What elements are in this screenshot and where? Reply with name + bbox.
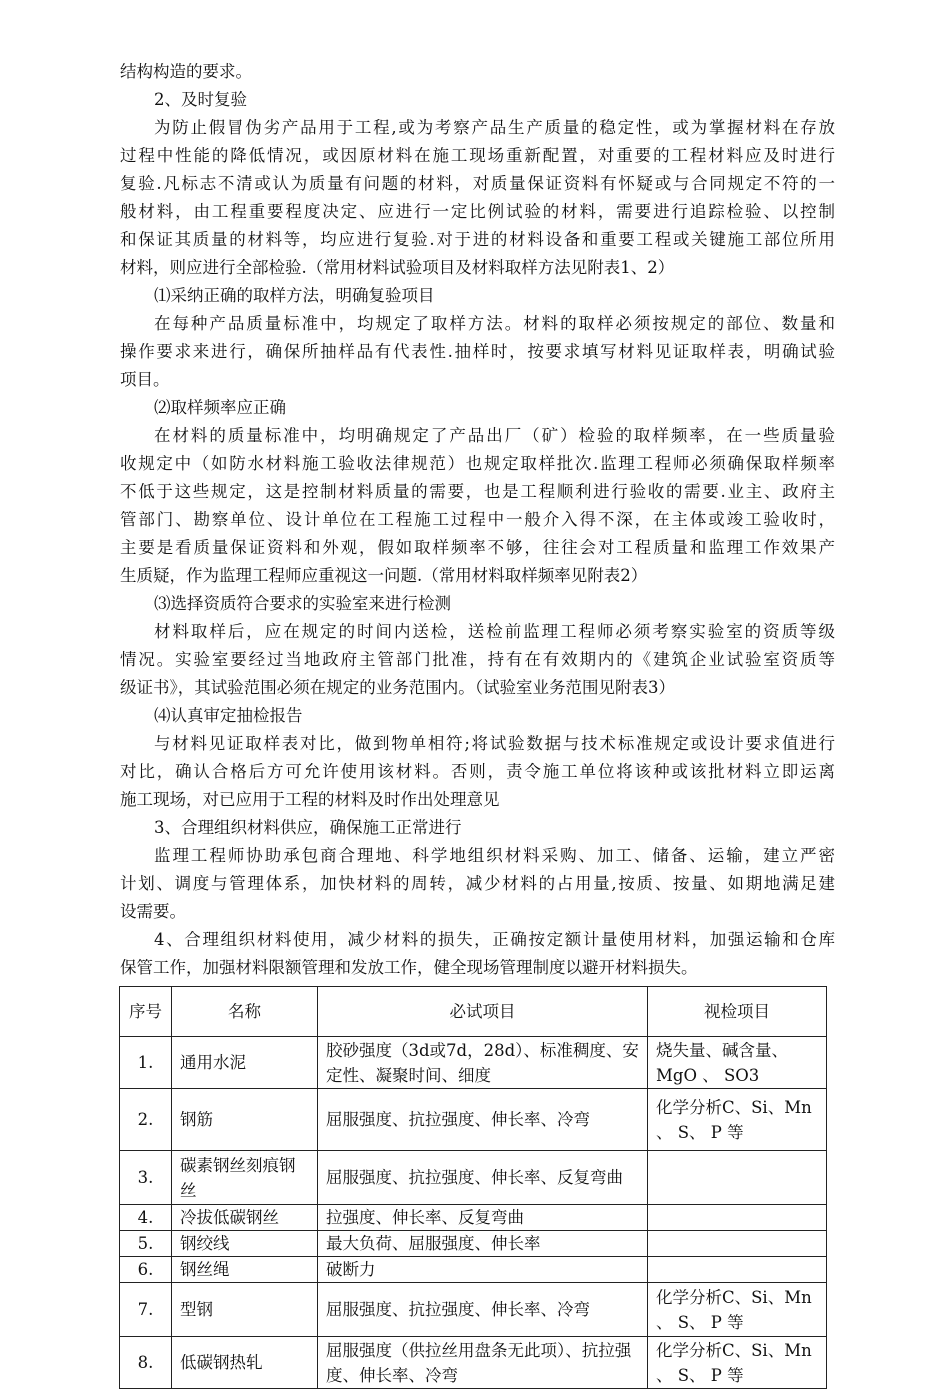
header-cell-name: 名称: [172, 987, 318, 1037]
text-line: 管部门、勘察单位、设计单位在工程施工过程中一般介入得不深，在主体或竣工验收时，: [120, 510, 835, 529]
row-no: 8.: [120, 1337, 172, 1389]
subsection-heading: ⑵取样频率应正确: [154, 398, 286, 417]
row-name: 冷拔低碳钢丝: [172, 1205, 318, 1231]
row-visual: 化学分析C、Si、Mn 、 S、 P 等: [648, 1337, 827, 1389]
row-no: 7.: [120, 1283, 172, 1337]
row-name: 通用水泥: [172, 1037, 318, 1089]
row-no: 2.: [120, 1089, 172, 1151]
table-row: [120, 1337, 827, 1389]
table-row: [120, 1205, 827, 1231]
materials-test-table: [119, 986, 827, 1389]
text-line: 不低于这些规定，这是控制材料质量的需要，也是工程顺利进行验收的需要.业主、政府主: [120, 482, 835, 501]
row-required: 屈服强度（供拉丝用盘条无此项）、抗拉强度、伸长率、冷弯: [318, 1337, 648, 1389]
row-name: 型钢: [172, 1283, 318, 1337]
table-row: [120, 1151, 827, 1205]
text-line: 材料，则应进行全部检验.（常用材料试验项目及材料取样方法见附表1、2）: [120, 258, 675, 277]
row-visual: 烧失量、碱含量、MgO 、 SO3: [648, 1037, 827, 1089]
text-line: 监理工程师协助承包商合理地、科学地组织材料采购、加工、储备、运输，建立严密: [154, 846, 835, 865]
row-visual: [648, 1257, 827, 1283]
text-line: 施工现场，对已应用于工程的材料及时作出处理意见: [120, 790, 500, 809]
row-visual: 化学分析C、Si、Mn 、 S、 P 等: [648, 1089, 827, 1151]
subsection-heading: ⑶选择资质符合要求的实验室来进行检测: [154, 594, 451, 613]
row-no: 4.: [120, 1205, 172, 1231]
text-line: 在每种产品质量标准中，均规定了取样方法。材料的取样必须按规定的部位、数量和: [154, 314, 835, 333]
text-line: 操作要求来进行，确保所抽样品有代表性.抽样时，按要求填写材料见证取样表，明确试验: [120, 342, 835, 361]
row-required: 拉强度、伸长率、反复弯曲: [318, 1205, 648, 1231]
row-no: 5.: [120, 1231, 172, 1257]
section-heading: 4、合理组织材料使用，减少材料的损失，正确按定额计量使用材料，加强运输和仓库: [154, 930, 835, 949]
subsection-heading: ⑷认真审定抽检报告: [154, 706, 303, 725]
row-no: 6.: [120, 1257, 172, 1283]
section-heading: 3、合理组织材料供应，确保施工正常进行: [154, 818, 462, 837]
row-name: 碳素钢丝刻痕钢丝: [172, 1151, 318, 1205]
table-row: [120, 1283, 827, 1337]
row-required: 破断力: [318, 1257, 648, 1283]
row-required: 屈服强度、抗拉强度、伸长率、冷弯: [318, 1283, 648, 1337]
text-line: 设需要。: [120, 902, 186, 921]
row-visual: [648, 1151, 827, 1205]
row-name: 钢筋: [172, 1089, 318, 1151]
text-line: 与材料见证取样表对比，做到物单相符;将试验数据与技术标准规定或设计要求值进行: [154, 734, 835, 753]
row-required: 屈服强度、抗拉强度、伸长率、反复弯曲: [318, 1151, 648, 1205]
text-line: 主要是看质量保证资料和外观，假如取样频率不够，往往会对工程质量和监理工作效果产: [120, 538, 835, 557]
text-line: 对比，确认合格后方可允许使用该材料。否则，责令施工单位将该种或该批材料立即运离: [120, 762, 835, 781]
text-line: 般材料，由工程重要程度决定、应进行一定比例试验的材料，需要进行追踪检验、以控制: [120, 202, 835, 221]
text-line: 和保证其质量的材料等，均应进行复验.对于进的材料设备和重要工程或关键施工部位所用: [120, 230, 835, 249]
text-line: 收规定中（如防水材料施工验收法律规范）也规定取样批次.监理工程师必须确保取样频率: [120, 454, 835, 473]
table-row: [120, 1257, 827, 1283]
text-line: 项目。: [120, 370, 170, 389]
row-required: 胶砂强度（3d或7d，28d）、标准稠度、安定性、凝聚时间、细度: [318, 1037, 648, 1089]
row-name: 低碳钢热轧: [172, 1337, 318, 1389]
table-header-row: [120, 987, 827, 1037]
row-visual: [648, 1231, 827, 1257]
row-no: 1.: [120, 1037, 172, 1089]
header-cell-required: 必试项目: [318, 987, 648, 1037]
row-name: 钢丝绳: [172, 1257, 318, 1283]
text-line: 在材料的质量标准中，均明确规定了产品出厂（矿）检验的取样频率，在一些质量验: [154, 426, 835, 445]
table-row: [120, 1089, 827, 1151]
subsection-heading: ⑴采纳正确的取样方法，明确复验项目: [154, 286, 435, 305]
table-row: [120, 1037, 827, 1089]
header-cell-no: 序号: [120, 987, 172, 1037]
row-required: 屈服强度、抗拉强度、伸长率、冷弯: [318, 1089, 648, 1151]
text-line: 过程中性能的降低情况，或因原材料在施工现场重新配置，对重要的工程材料应及时进行: [120, 146, 835, 165]
text-line: 结构构造的要求。: [120, 62, 252, 81]
text-line: 生质疑，作为监理工程师应重视这一问题.（常用材料取样频率见附表2）: [120, 566, 648, 585]
table-row: [120, 1231, 827, 1257]
section-heading: 2、及时复验: [154, 90, 247, 109]
row-name: 钢绞线: [172, 1231, 318, 1257]
text-line: 为防止假冒伪劣产品用于工程,或为考察产品生产质量的稳定性，或为掌握材料在存放: [154, 118, 835, 137]
row-visual: 化学分析C、Si、Mn 、 S、 P 等: [648, 1283, 827, 1337]
text-line: 级证书》，其试验范围必须在规定的业务范围内。（试验室业务范围见附表3）: [120, 678, 675, 697]
text-line: 材料取样后，应在规定的时间内送检，送检前监理工程师必须考察实验室的资质等级: [154, 622, 835, 641]
text-line: 保管工作，加强材料限额管理和发放工作，健全现场管理制度以避开材料损失。: [120, 958, 698, 977]
row-no: 3.: [120, 1151, 172, 1205]
header-cell-visual: 视检项目: [648, 987, 827, 1037]
text-line: 计划、调度与管理体系，加快材料的周转，减少材料的占用量,按质、按量、如期地满足建: [120, 874, 835, 893]
row-visual: [648, 1205, 827, 1231]
text-line: 复验.凡标志不清或认为质量有问题的材料，对质量保证资料有怀疑或与合同规定不符的一: [120, 174, 835, 193]
row-required: 最大负荷、屈服强度、伸长率: [318, 1231, 648, 1257]
text-line: 情况。实验室要经过当地政府主管部门批准，持有在有效期内的《建筑企业试验室资质等: [120, 650, 835, 669]
